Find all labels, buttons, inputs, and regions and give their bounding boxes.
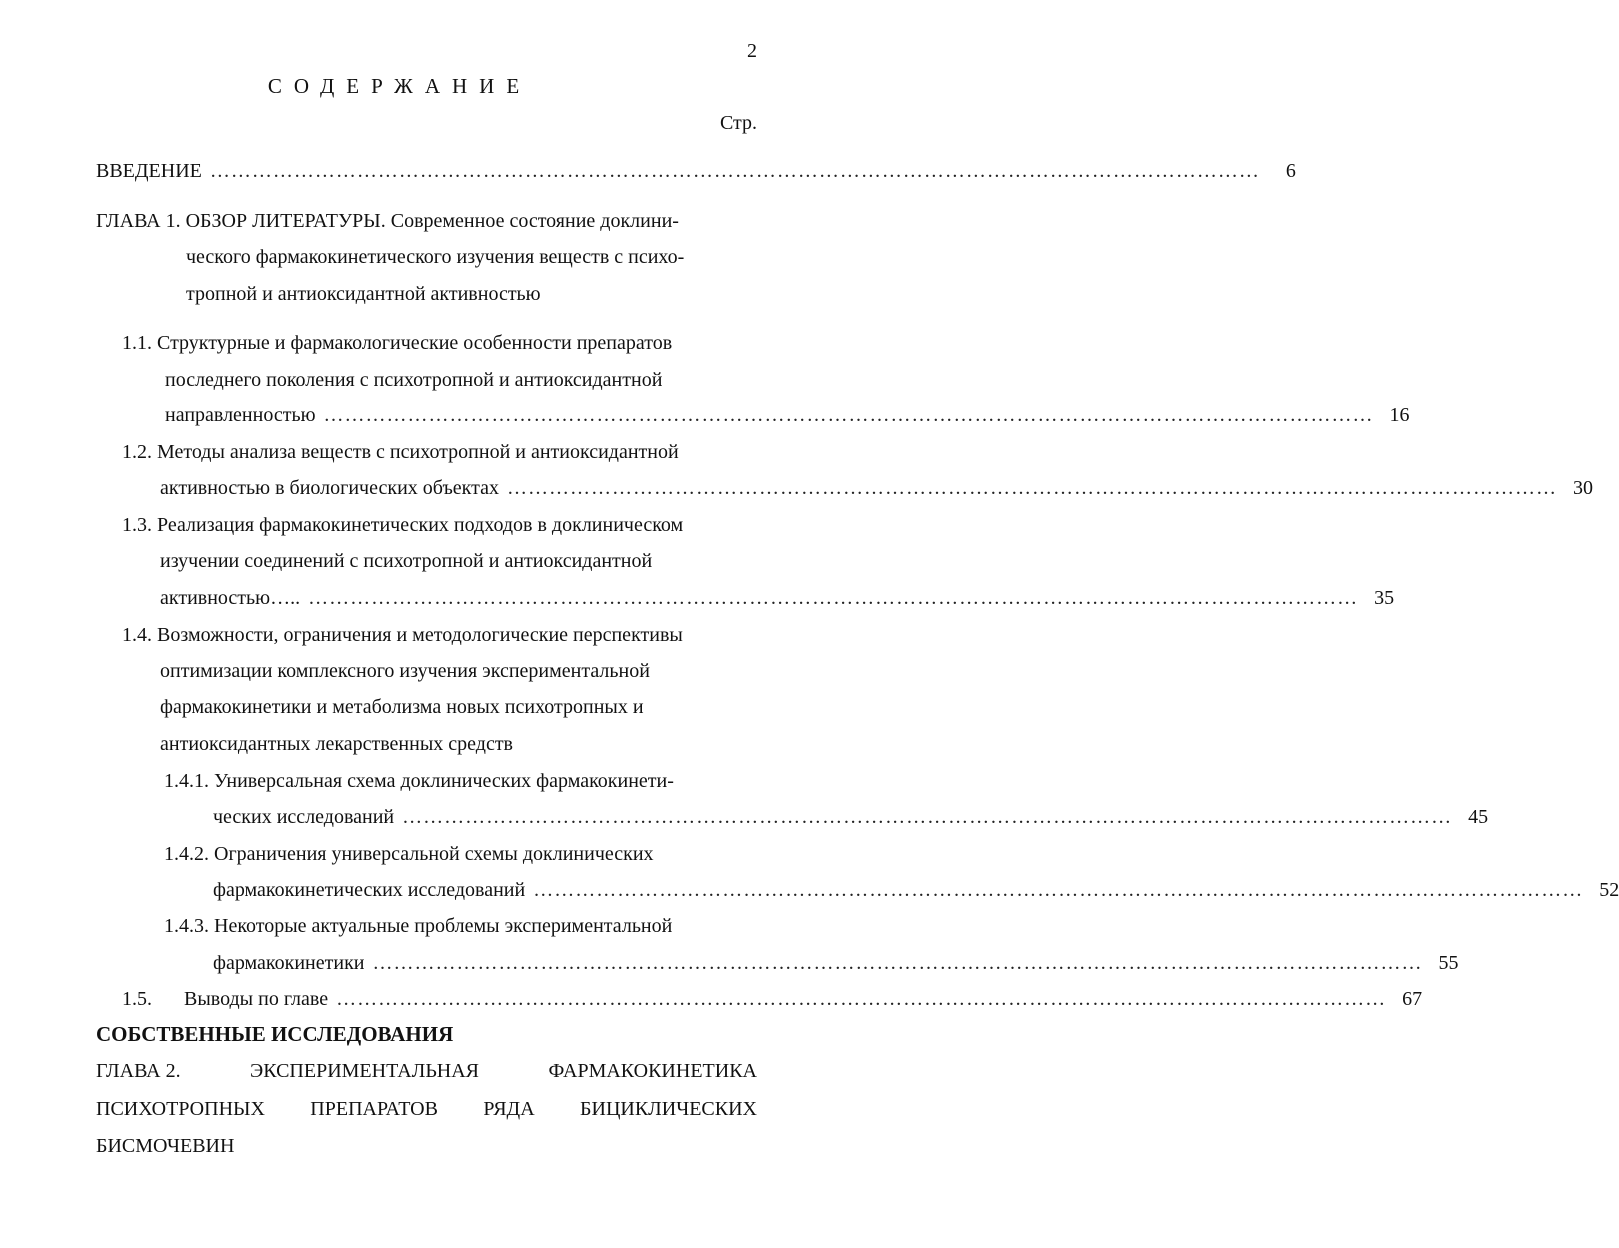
s1-4-line2: оптимизации комплексного изучения экспериментальной: [160, 660, 650, 682]
toc-page: 52: [1599, 879, 1619, 901]
s1-3-line1: 1.3. Реализация фармакокинетических подходов в доклиническом: [122, 514, 684, 536]
s1-4-2-line1: 1.4.2. Ограничения универсальной схемы доклинических: [164, 843, 654, 865]
toc-label: направленностью: [165, 404, 316, 426]
toc-label: фармакокинетики: [213, 952, 365, 974]
toc-number: 1.5.: [122, 988, 152, 1010]
toc-entry-1-2: [160, 475, 1593, 501]
chapter1-line1: ГЛАВА 1. ОБЗОР ЛИТЕРАТУРЫ. Современное состояние доклини-: [96, 210, 679, 232]
section-own-research: СОБСТВЕННЫЕ ИССЛЕДОВАНИЯ: [96, 1022, 454, 1046]
chapter2-word: ФАРМАКОКИНЕТИКА: [548, 1060, 757, 1082]
toc-leader: ……………………………………………………………………………………………………………………………………: [209, 160, 1260, 182]
s1-3-line2: изучении соединений с психотропной и антиоксидантной: [160, 550, 653, 572]
toc-leader: ……………………………………………………………………………………………………………………………………: [336, 988, 1387, 1010]
page-title: СОДЕРЖАНИЕ: [267, 74, 532, 98]
s1-1-line1: 1.1. Структурные и фармакологические особенности препаратов: [122, 332, 673, 354]
chapter2-word: ПСИХОТРОПНЫХ: [96, 1098, 265, 1120]
s1-2-line1: 1.2. Методы анализа веществ с психотропной и антиоксидантной: [122, 441, 679, 463]
toc-page: 35: [1374, 587, 1395, 609]
toc-entry-1-4-3: [213, 950, 1459, 976]
toc-entry-intro: [96, 158, 1296, 184]
s1-4-1-line1: 1.4.1. Универсальная схема доклинических фармакокинети-: [164, 770, 674, 792]
toc-page: 6: [1285, 160, 1296, 182]
toc-page: 30: [1572, 477, 1593, 499]
chapter2-word: ГЛАВА 2.: [96, 1060, 181, 1082]
toc-label: Выводы по главе: [184, 988, 329, 1010]
toc-page: 45: [1468, 806, 1489, 828]
page-number: 2: [747, 40, 757, 62]
toc-page: 55: [1438, 952, 1459, 974]
chapter1-line3: тропной и антиоксидантной активностью: [186, 283, 541, 305]
toc-leader: ……………………………………………………………………………………………………………………………………: [308, 587, 1359, 609]
chapter2-word: ПРЕПАРАТОВ: [310, 1098, 438, 1120]
toc-label: ВВЕДЕНИЕ: [96, 160, 202, 182]
s1-1-line2: последнего поколения с психотропной и антиоксидантной: [165, 369, 663, 391]
toc-entry-1-4-2: [213, 877, 1619, 903]
chapter1-line2: ческого фармакокинетического изучения веществ с психо-: [186, 246, 685, 268]
toc-entry-1-4-1: [213, 804, 1489, 830]
s1-4-line3: фармакокинетики и метаболизма новых психотропных и: [160, 696, 644, 718]
chapter2-line2: [96, 1096, 757, 1122]
toc-page: 67: [1402, 988, 1423, 1010]
toc-leader: ……………………………………………………………………………………………………………………………………: [402, 806, 1453, 828]
toc-entry-1-3: [160, 585, 1395, 611]
toc-leader: ……………………………………………………………………………………………………………………………………: [372, 952, 1423, 974]
s1-4-line4: антиоксидантных лекарственных средств: [160, 733, 513, 755]
toc-label: ческих исследований: [213, 806, 395, 828]
toc-label: фармакокинетических исследований: [213, 879, 526, 901]
toc-page: 16: [1389, 404, 1410, 426]
toc-entry-1-5: [122, 986, 1423, 1012]
toc-entry-1-1: [165, 402, 1410, 428]
page-column-label: Стр.: [719, 112, 757, 134]
toc-leader: ……………………………………………………………………………………………………………………………………: [323, 404, 1374, 426]
toc-leader: ……………………………………………………………………………………………………………………………………: [533, 879, 1584, 901]
toc-leader: ……………………………………………………………………………………………………………………………………: [506, 477, 1557, 499]
chapter2-word: РЯДА: [483, 1098, 535, 1120]
chapter2-line3: БИСМОЧЕВИН: [96, 1135, 235, 1157]
toc-label: активностью…..: [160, 587, 301, 609]
toc-label: активностью в биологических объектах: [160, 477, 499, 499]
s1-4-line1: 1.4. Возможности, ограничения и методологические перспективы: [122, 624, 683, 646]
s1-4-3-line1: 1.4.3. Некоторые актуальные проблемы экспериментальной: [164, 915, 673, 937]
chapter2-word: БИЦИКЛИЧЕСКИХ: [580, 1098, 757, 1120]
chapter2-word: ЭКСПЕРИМЕНТАЛЬНАЯ: [250, 1060, 480, 1082]
chapter2-line1: [96, 1058, 757, 1084]
